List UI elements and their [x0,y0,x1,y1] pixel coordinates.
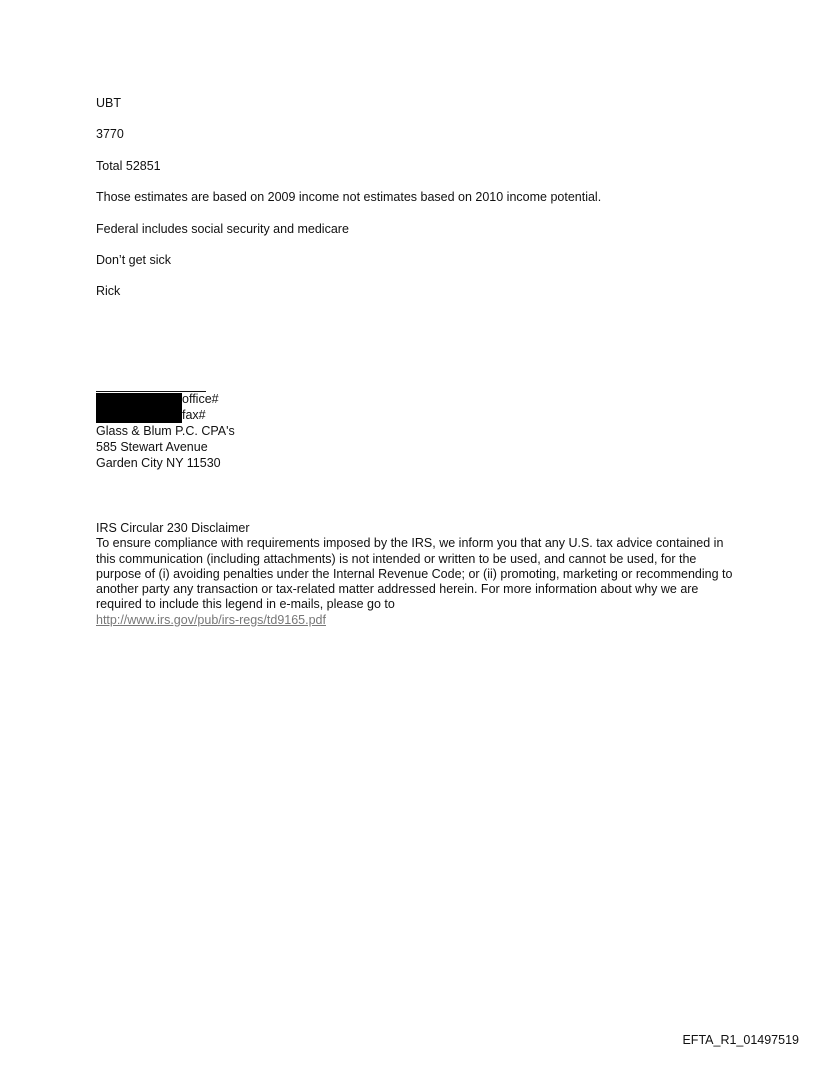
street-address: 585 Stewart Avenue [96,440,208,454]
sender-name: Rick [96,284,121,299]
closing-remark: Don’t get sick [96,252,172,267]
ubt-label: UBT [96,96,121,110]
irs-regs-link[interactable]: http://www.irs.gov/pub/irs-regs/td9165.pdf [96,612,326,627]
total-line: Total 52851 [96,158,161,173]
ubt-amount: 3770 [96,127,124,142]
city-address: Garden City NY 11530 [96,456,221,470]
disclaimer-text: To ensure compliance with requirements imposed by the IRS, we inform you that any U.S. tax advice contained in this communication (including attachments) is not intended or written to be used, and cannot be used, for the purpose of (i) avoiding penalties under the Internal Revenue Code; or (ii) promoting, marketing or recommending to another party any transaction or tax-related matter addressed herein. For more information about why we are required to include this legend in e-mails, please go to [96,536,733,612]
document-id: EFTA_R1_01497519 [682,1033,799,1047]
email-body [96,96,756,316]
office-phone-row [96,391,396,407]
signature-block [96,391,396,471]
fax-row [96,407,396,423]
federal-note: Federal includes social security and medicare [96,221,349,236]
estimates-note: Those estimates are based on 2009 income not estimates based on 2010 income potential. [96,190,602,205]
office-label: office# [182,392,219,406]
company-name: Glass & Blum P.C. CPA's [96,424,235,438]
disclaimer-title: IRS Circular 230 Disclaimer [96,521,250,535]
fax-label: fax# [182,408,206,422]
irs-disclaimer [96,521,736,628]
